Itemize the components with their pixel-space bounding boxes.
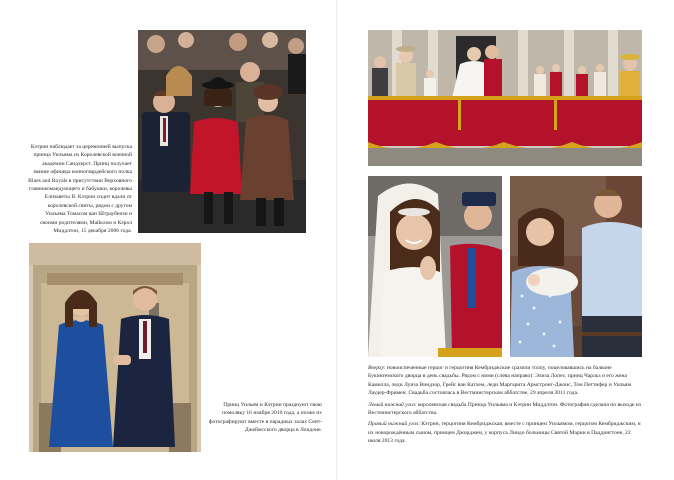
photo-sandhurst-ceremony [138,30,306,233]
caption-wedding [368,401,642,418]
photo-buckingham-balcony [368,30,642,166]
caption-sandhurst: Кэтрин наблюдает за церемонией выпуска принца Уильяма из Королевской военной академии Сандхерст. Принц получает звание офицера конногвардейского полка Blues and Royals в присутствии Верховного главнокомандующего и бабушки, королевы Елизаветы II. Кэтрин сидит вдали от королевской свиты, рядом с другом Уильяма Томасом ван Штраубензи и своими родителями, Майклом и Кэрол Миддлтон, 15 декабря 2006 года. [28,144,132,235]
caption-balcony-label: Вверху [368,365,384,371]
caption-baby-text: : Кэтрин, герцогиня Кембриджская, вместе с принцем Уильямом, герцогом Кембриджским, и их новорождённым сыном, принцем Джорджем, у корпуса Линдо больницы Святой Марии в Паддингтоне, 22 июля 2013 года. [368,421,641,445]
photo-engagement [29,243,201,452]
caption-engagement: Принц Уильям и Кэтрин празднуют свою помолвку 16 ноября 2010 года, а позже их фотографируют вместе в парадных залах Сент-Джеймсского дворца в Лондоне. [208,402,322,434]
caption-baby-label: Правый нижний угол [368,421,419,428]
caption-wedding-text: : королевская свадьба Принца Уильяма и Кэтрин Миддлтон. Фотография сделана по выходе из Вестминстерского аббатства. [368,401,641,417]
caption-wedding-label: Левый нижний угол [368,401,415,408]
photo-prince-george-birth [510,176,642,357]
caption-balcony [368,364,642,398]
captions-right-page [368,364,642,449]
caption-balcony-text: : новоиспеченные герцог и герцогиня Кембриджские сразили толпу, поцеловавшись на балконе Букингемского дворца в день свадьбы. Рядом с ними (слева направо): Элиза Лопес, принц Чарльз и его жена Камилла, леди Луиза Виндзор, Грейс ван Катхем, леди Маргарита Армстронг-Джонс, Том Петтифер и Уильям Лаудер-Фримен. Свадьба состоялась в Вестминстерском аббатстве, 29 апреля 2011 года. [368,365,632,397]
photo-wedding [368,176,502,357]
book-gutter [336,0,338,480]
caption-baby [368,420,642,445]
